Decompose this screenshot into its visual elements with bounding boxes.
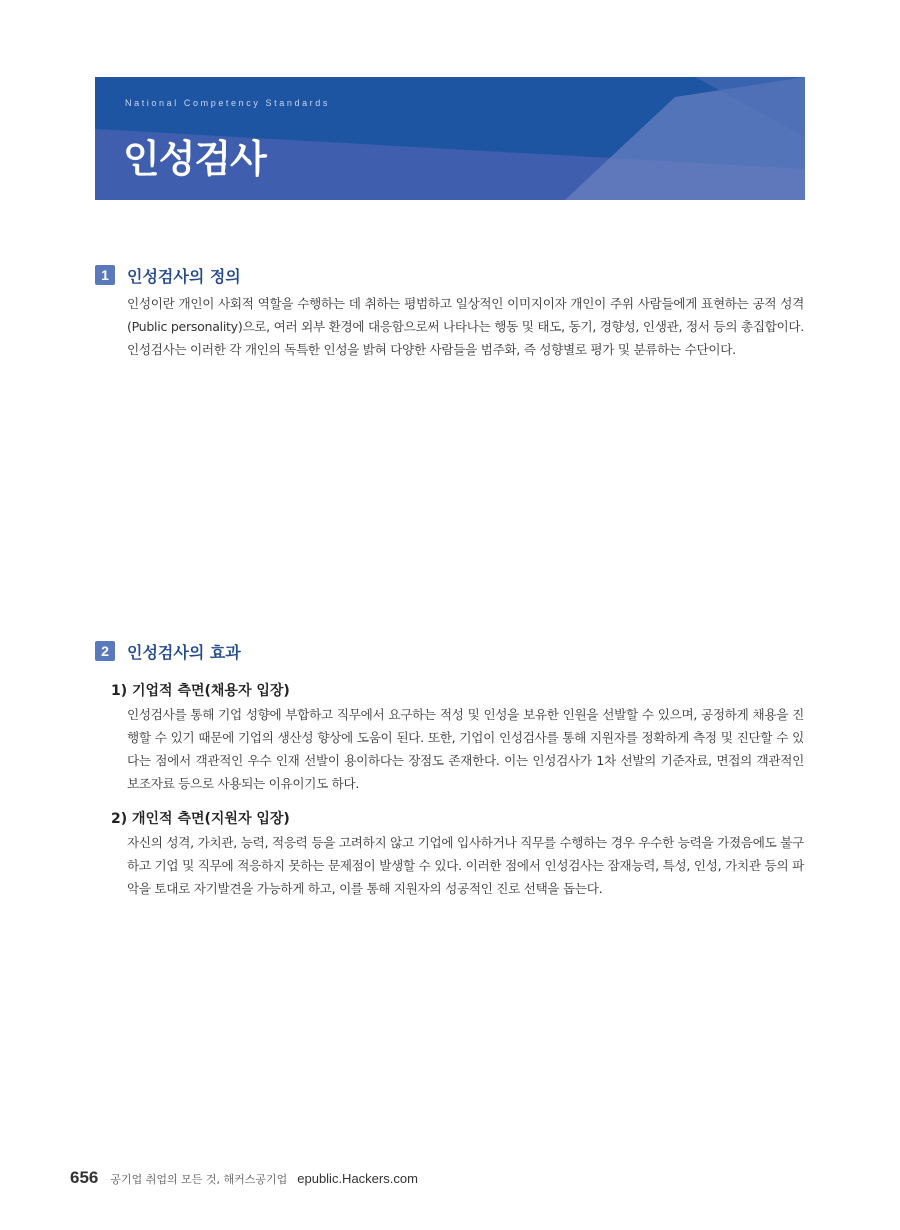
section-heading-effects [95,640,241,662]
footer-url: epublic.Hackers.com [297,1171,418,1186]
banner-subtitle: National Competency Standards [125,98,330,108]
subsection-heading-corporate: 1) 기업적 측면(채용자 입장) [111,683,290,699]
subsection-heading-individual: 2) 개인적 측면(지원자 입장) [111,811,290,827]
section-number-badge: 1 [95,265,115,285]
footer-caption: 공기업 취업의 모든 것, 해커스공기업 [110,1173,288,1186]
page-footer [70,1168,418,1190]
page-title: 인성검사 [123,137,266,181]
section-heading-definition [95,264,241,286]
page-number: 656 [70,1168,99,1187]
section-title: 인성검사의 효과 [127,642,241,662]
individual-paragraph: 자신의 성격, 가치관, 능력, 적응력 등을 고려하지 않고 기업에 입사하거나 직무를 수행하는 경우 우수한 능력을 가졌음에도 불구하고 기업 및 직무에 적응하지 못하는 문제점이 발생할 수 있다. 이러한 점에서 인성검사는 잠재능력, 특성, 인성, 가치관 등의 파악을 토대로 자기발견을 가능하게 하고, 이를 통해 지원자의 성공적인 진로 선택을 돕는다. [127,835,804,896]
section-number-badge: 2 [95,641,115,661]
corporate-paragraph: 인성검사를 통해 기업 성향에 부합하고 직무에서 요구하는 적성 및 인성을 보유한 인원을 선발할 수 있으며, 공정하게 채용을 진행할 수 있기 때문에 기업의 생산성 향상에 도움이 된다. 또한, 기업이 인성검사를 통해 지원자를 정확하게 측정 및 진단할 수 있다는 점에서 객관적인 우수 인재 선발이 용이하다는 장점도 존재한다. 이는 인성검사가 1차 선발의 기준자료, 면접의 객관적인 보조자료 등으로 사용되는 이유이기도 하다. [127,707,804,791]
title-banner [95,77,805,200]
definition-paragraph: 인성이란 개인이 사회적 역할을 수행하는 데 취하는 평범하고 일상적인 이미지이자 개인이 주위 사람들에게 표현하는 공적 성격(Public personality)으로, 여러 외부 환경에 대응함으로써 나타나는 행동 및 태도, 동기, 경향성, 인생관, 정서 등의 총집합이다. 인성검사는 이러한 각 개인의 독특한 인성을 밝혀 다양한 사람들을 범주화, 즉 성향별로 평가 및 분류하는 수단이다. [127,296,804,357]
section-title: 인성검사의 정의 [127,266,241,286]
